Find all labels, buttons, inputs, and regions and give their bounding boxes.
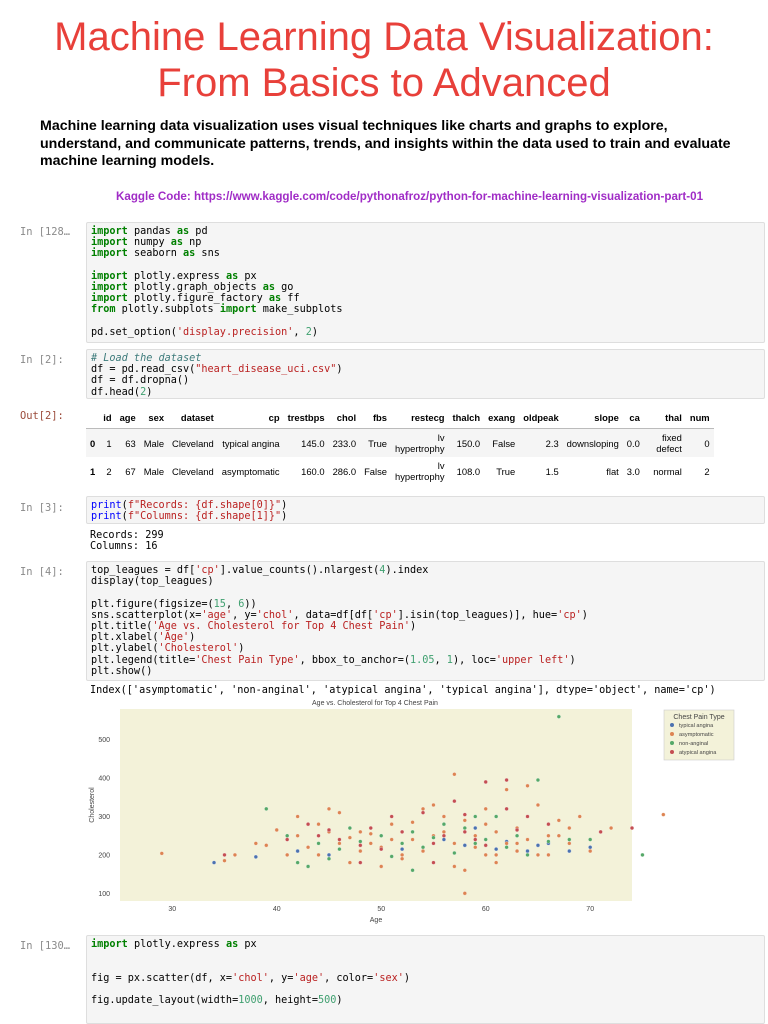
scatter-point [254,842,258,846]
scatter-point [588,845,592,849]
scatter-point [306,845,310,849]
scatter-point [379,865,383,869]
scatter-point [338,847,342,851]
table-cell: 63 [116,429,140,458]
table-cell: Cleveland [168,429,218,458]
scatter-point [536,803,540,807]
scatter-point [390,838,394,842]
legend-marker [670,750,674,754]
x-tick-label: 40 [272,906,281,913]
table-cell: False [484,429,519,458]
scatter-point [567,849,571,853]
scatter-point [348,826,352,830]
legend-marker [670,732,674,736]
scatter-point [264,843,268,847]
scatter-point [223,859,227,863]
scatter-point [421,845,425,849]
scatter-point [526,853,530,857]
scatter-point [306,822,310,826]
scatter-point [327,857,331,861]
x-tick-label: 70 [586,906,595,913]
scatter-point [327,853,331,857]
cell-4-code[interactable]: top_leagues = df['cp'].value_counts().nlargest(4).index display(top_leagues) plt.figure(figsize=(15, 6)) sns.scatterplot(x='age', y='chol', data=df[df['cp'].isin(top_leagues)], hue='cp') plt.title('Age vs. Cholesterol for Top 4 Chest Pain') plt.xlabel('Age') plt.ylabel('Cholesterol') plt.legend(title='Chest Pain Type', bbox_to_anchor=(1.05, 1), loc='upper left') plt.show() [86,561,765,681]
scatter-point [285,838,289,842]
table-cell: True [360,429,391,458]
dataframe-table [86,406,714,485]
table-cell: 108.0 [456,465,481,477]
table-header: dataset [168,406,218,429]
scatter-point [400,842,404,846]
scatter-point [484,843,488,847]
scatter-point [296,834,300,838]
cell-3-output-columns: Columns: 16 [90,541,158,552]
scatter-point [599,830,603,834]
scatter-point [317,853,321,857]
scatter-point [390,822,394,826]
scatter-point [369,832,373,836]
scatter-point [505,807,509,811]
scatter-point [473,834,477,838]
table-row [86,457,714,485]
scatter-point [567,826,571,830]
table-cell: 1 [90,465,96,477]
scatter-point [338,811,342,815]
scatter-point [223,853,227,857]
scatter-point [233,853,237,857]
scatter-point [641,853,645,857]
y-tick-label: 500 [98,737,110,745]
scatter-point [484,822,488,826]
cell-2-code[interactable]: # Load the dataset df = pd.read_csv("heart_disease_uci.csv") df = df.dropna() df.head(2) [86,349,765,399]
title-line-2: From Basics to Advanced [157,61,611,105]
scatter-point [432,842,436,846]
table-cell: flat [606,465,619,477]
table-cell: 0.0 [623,429,644,458]
table-cell: 286.0 [332,465,357,477]
scatter-point [588,849,592,853]
scatter-point [473,838,477,842]
table-cell: 233.0 [329,429,360,458]
scatter-point [547,840,551,844]
scatter-point [452,851,456,855]
table-header: thalch [449,406,485,429]
scatter-chart [86,696,746,928]
scatter-point [515,849,519,853]
scatter-point [609,826,613,830]
y-tick-label: 300 [98,814,110,822]
table-header: oldpeak [519,406,562,429]
scatter-point [567,838,571,842]
cell-2-out-prompt: Out[2]: [20,410,64,422]
scatter-point [505,845,509,849]
table-header: fbs [360,406,391,429]
scatter-point [264,807,268,811]
scatter-point [212,861,216,865]
scatter-point [348,861,352,865]
cell-5-code[interactable]: import plotly.express as px fig = px.scatter(df, x='chol', y='age', color='sex') fig.update_layout(width=1000, height=500) [86,935,765,1024]
scatter-point [463,868,467,872]
scatter-point [432,803,436,807]
scatter-point [411,868,415,872]
table-header: slope [563,406,623,429]
table-cell: lv hypertrophy [395,460,445,482]
scatter-point [421,849,425,853]
legend-entry: atypical angina [679,750,717,756]
scatter-point [463,813,467,817]
table-cell: fixed defect [644,429,686,458]
scatter-point [442,834,446,838]
scatter-point [317,834,321,838]
scatter-point [536,778,540,782]
scatter-point [494,853,498,857]
scatter-point [317,842,321,846]
scatter-point [484,780,488,784]
scatter-point [296,849,300,853]
scatter-point [557,818,561,822]
scatter-point [463,830,467,834]
scatter-point [327,807,331,811]
scatter-point [536,843,540,847]
scatter-point [390,815,394,819]
x-tick-label: 50 [377,906,386,913]
scatter-point [494,861,498,865]
scatter-point [369,826,373,830]
table-cell: Cleveland [172,465,214,477]
table-cell: asymptomatic [221,465,280,477]
table-header-row [86,406,714,429]
scatter-point [296,815,300,819]
table-header: ca [623,406,644,429]
cell-2-prompt: In [2]: [20,354,64,366]
table-cell: 3.0 [626,465,640,477]
table-cell: 67 [125,465,136,477]
table-header: trestbps [284,406,329,429]
x-tick-label: 30 [168,906,177,913]
scatter-point [400,847,404,851]
table-cell: 1.5 [545,465,559,477]
scatter-point [473,842,477,846]
legend-title: Chest Pain Type [673,714,725,721]
scatter-point [515,828,519,832]
table-header: cp [218,406,284,429]
scatter-point [379,834,383,838]
scatter-point [452,865,456,869]
scatter-point [285,853,289,857]
cell-4-output-index: Index(['asymptomatic', 'non-anginal', 'atypical angina', 'typical angina'], dtype='object', name='cp') [90,685,716,696]
cell-3-output-records: Records: 299 [90,530,164,541]
table-header: exang [484,406,519,429]
plot-area [120,709,632,901]
legend-entry: asymptomatic [679,732,714,738]
intro-paragraph: Machine learning data visualization uses visual techniques like charts and graphs to explore, understand, and communicate patterns, trends, and insights within the data used to train and evaluate machine learning models. [40,118,731,169]
scatter-point [452,842,456,846]
scatter-point [432,861,436,865]
scatter-point [505,842,509,846]
table-cell: 2 [106,465,112,477]
scatter-point [338,838,342,842]
scatter-point [473,815,477,819]
table-cell: 145.0 [284,429,329,458]
title-line-1: Machine Learning Data Visualization: [54,15,714,59]
table-header: restecg [391,406,449,429]
table-cell: lv hypertrophy [391,429,449,458]
legend-marker [670,741,674,745]
scatter-point [515,842,519,846]
scatter-point [452,772,456,776]
table-cell: 2 [704,465,710,477]
table-cell: False [364,465,387,477]
chart-legend [664,710,734,760]
scatter-point [358,849,362,853]
scatter-point [358,843,362,847]
scatter-point [463,826,467,830]
y-axis-label: Cholesterol [89,787,96,823]
scatter-point [442,838,446,842]
cell-4-prompt: In [4]: [20,566,64,578]
page-title [0,14,768,106]
scatter-point [358,830,362,834]
scatter-point [327,828,331,832]
scatter-point [547,822,551,826]
table-cell: 2.3 [519,429,562,458]
scatter-point [317,822,321,826]
table-header: thal [644,406,686,429]
scatter-point [442,830,446,834]
table-cell: 160.0 [301,465,325,477]
scatter-point [275,828,279,832]
scatter-point [588,838,592,842]
x-axis-label: Age [369,917,383,924]
scatter-point [379,847,383,851]
table-cell: Male [143,465,165,477]
scatter-point [515,834,519,838]
cell-3-code[interactable]: print(f"Records: {df.shape[0]}") print(f"Columns: {df.shape[1]}") [86,496,765,524]
scatter-point [494,815,498,819]
x-tick-label: 60 [481,906,490,913]
scatter-point [160,851,164,855]
table-header [86,406,99,429]
table-header: sex [140,406,168,429]
table-cell: normal [653,465,682,477]
table-header: chol [329,406,360,429]
scatter-point [473,826,477,830]
scatter-point [484,807,488,811]
scatter-point [547,853,551,857]
scatter-point [536,853,540,857]
scatter-point [432,836,436,840]
table-cell: 1 [99,429,115,458]
scatter-point [630,826,634,830]
scatter-point [473,845,477,849]
scatter-point [505,778,509,782]
x-axis-ticks [168,906,594,913]
scatter-point [421,807,425,811]
table-cell: 0 [86,429,99,458]
scatter-point [452,799,456,803]
scatter-point [400,853,404,857]
scatter-point [421,811,425,815]
scatter-point [442,822,446,826]
legend-entry: typical angina [679,723,714,729]
scatter-point [348,836,352,840]
scatter-point [526,815,530,819]
scatter-point [338,842,342,846]
scatter-point [411,838,415,842]
scatter-point [526,849,530,853]
table-cell: typical angina [218,429,284,458]
scatter-point [411,820,415,824]
scatter-point [400,830,404,834]
table-header: id [99,406,115,429]
chart-title: Age vs. Cholesterol for Top 4 Chest Pain [312,700,438,707]
scatter-point [463,818,467,822]
y-tick-label: 200 [98,852,110,860]
kaggle-link[interactable]: Kaggle Code: https://www.kaggle.com/code/pythonafroz/python-for-machine-learning-visualization-part-01 [116,190,704,203]
scatter-point [306,865,310,869]
scatter-point [442,815,446,819]
scatter-point [578,815,582,819]
y-tick-label: 100 [98,890,110,898]
scatter-point [254,855,258,859]
scatter-point [358,840,362,844]
scatter-point [484,853,488,857]
cell-3-prompt: In [3]: [20,502,64,514]
scatter-point [369,842,373,846]
table-cell: True [496,465,516,477]
scatter-point [358,861,362,865]
scatter-point [567,842,571,846]
scatter-point [484,838,488,842]
scatter-point [526,784,530,788]
scatter-point [526,838,530,842]
legend-entry: non-anginal [679,741,709,747]
scatter-point [296,861,300,865]
scatter-point [547,834,551,838]
table-header: num [686,406,714,429]
cell-1-prompt: In [128… [20,226,71,238]
scatter-point [400,857,404,861]
y-axis-ticks [98,737,110,898]
table-cell: 150.0 [449,429,485,458]
scatter-point [494,830,498,834]
scatter-point [661,813,665,817]
cell-1-code[interactable]: import pandas as pd import numpy as np import seaborn as sns import plotly.express as px import plotly.graph_objects as go import plotly.figure_factory as ff from plotly.subplots import make_subplots pd.set_option('display.precision', 2) [86,222,765,343]
scatter-point [390,855,394,859]
scatter-point [463,891,467,895]
scatter-point [494,847,498,851]
legend-marker [670,723,674,727]
scatter-point [463,843,467,847]
table-header: age [116,406,140,429]
table-cell: Male [140,429,168,458]
y-tick-label: 400 [98,775,110,783]
scatter-point [557,834,561,838]
table-cell: 0 [686,429,714,458]
table-cell: downsloping [563,429,623,458]
scatter-point [411,830,415,834]
scatter-point [505,788,509,792]
table-row [86,429,714,458]
cell-5-prompt: In [130… [20,940,71,952]
scatter-point [285,834,289,838]
scatter-point [557,715,561,719]
